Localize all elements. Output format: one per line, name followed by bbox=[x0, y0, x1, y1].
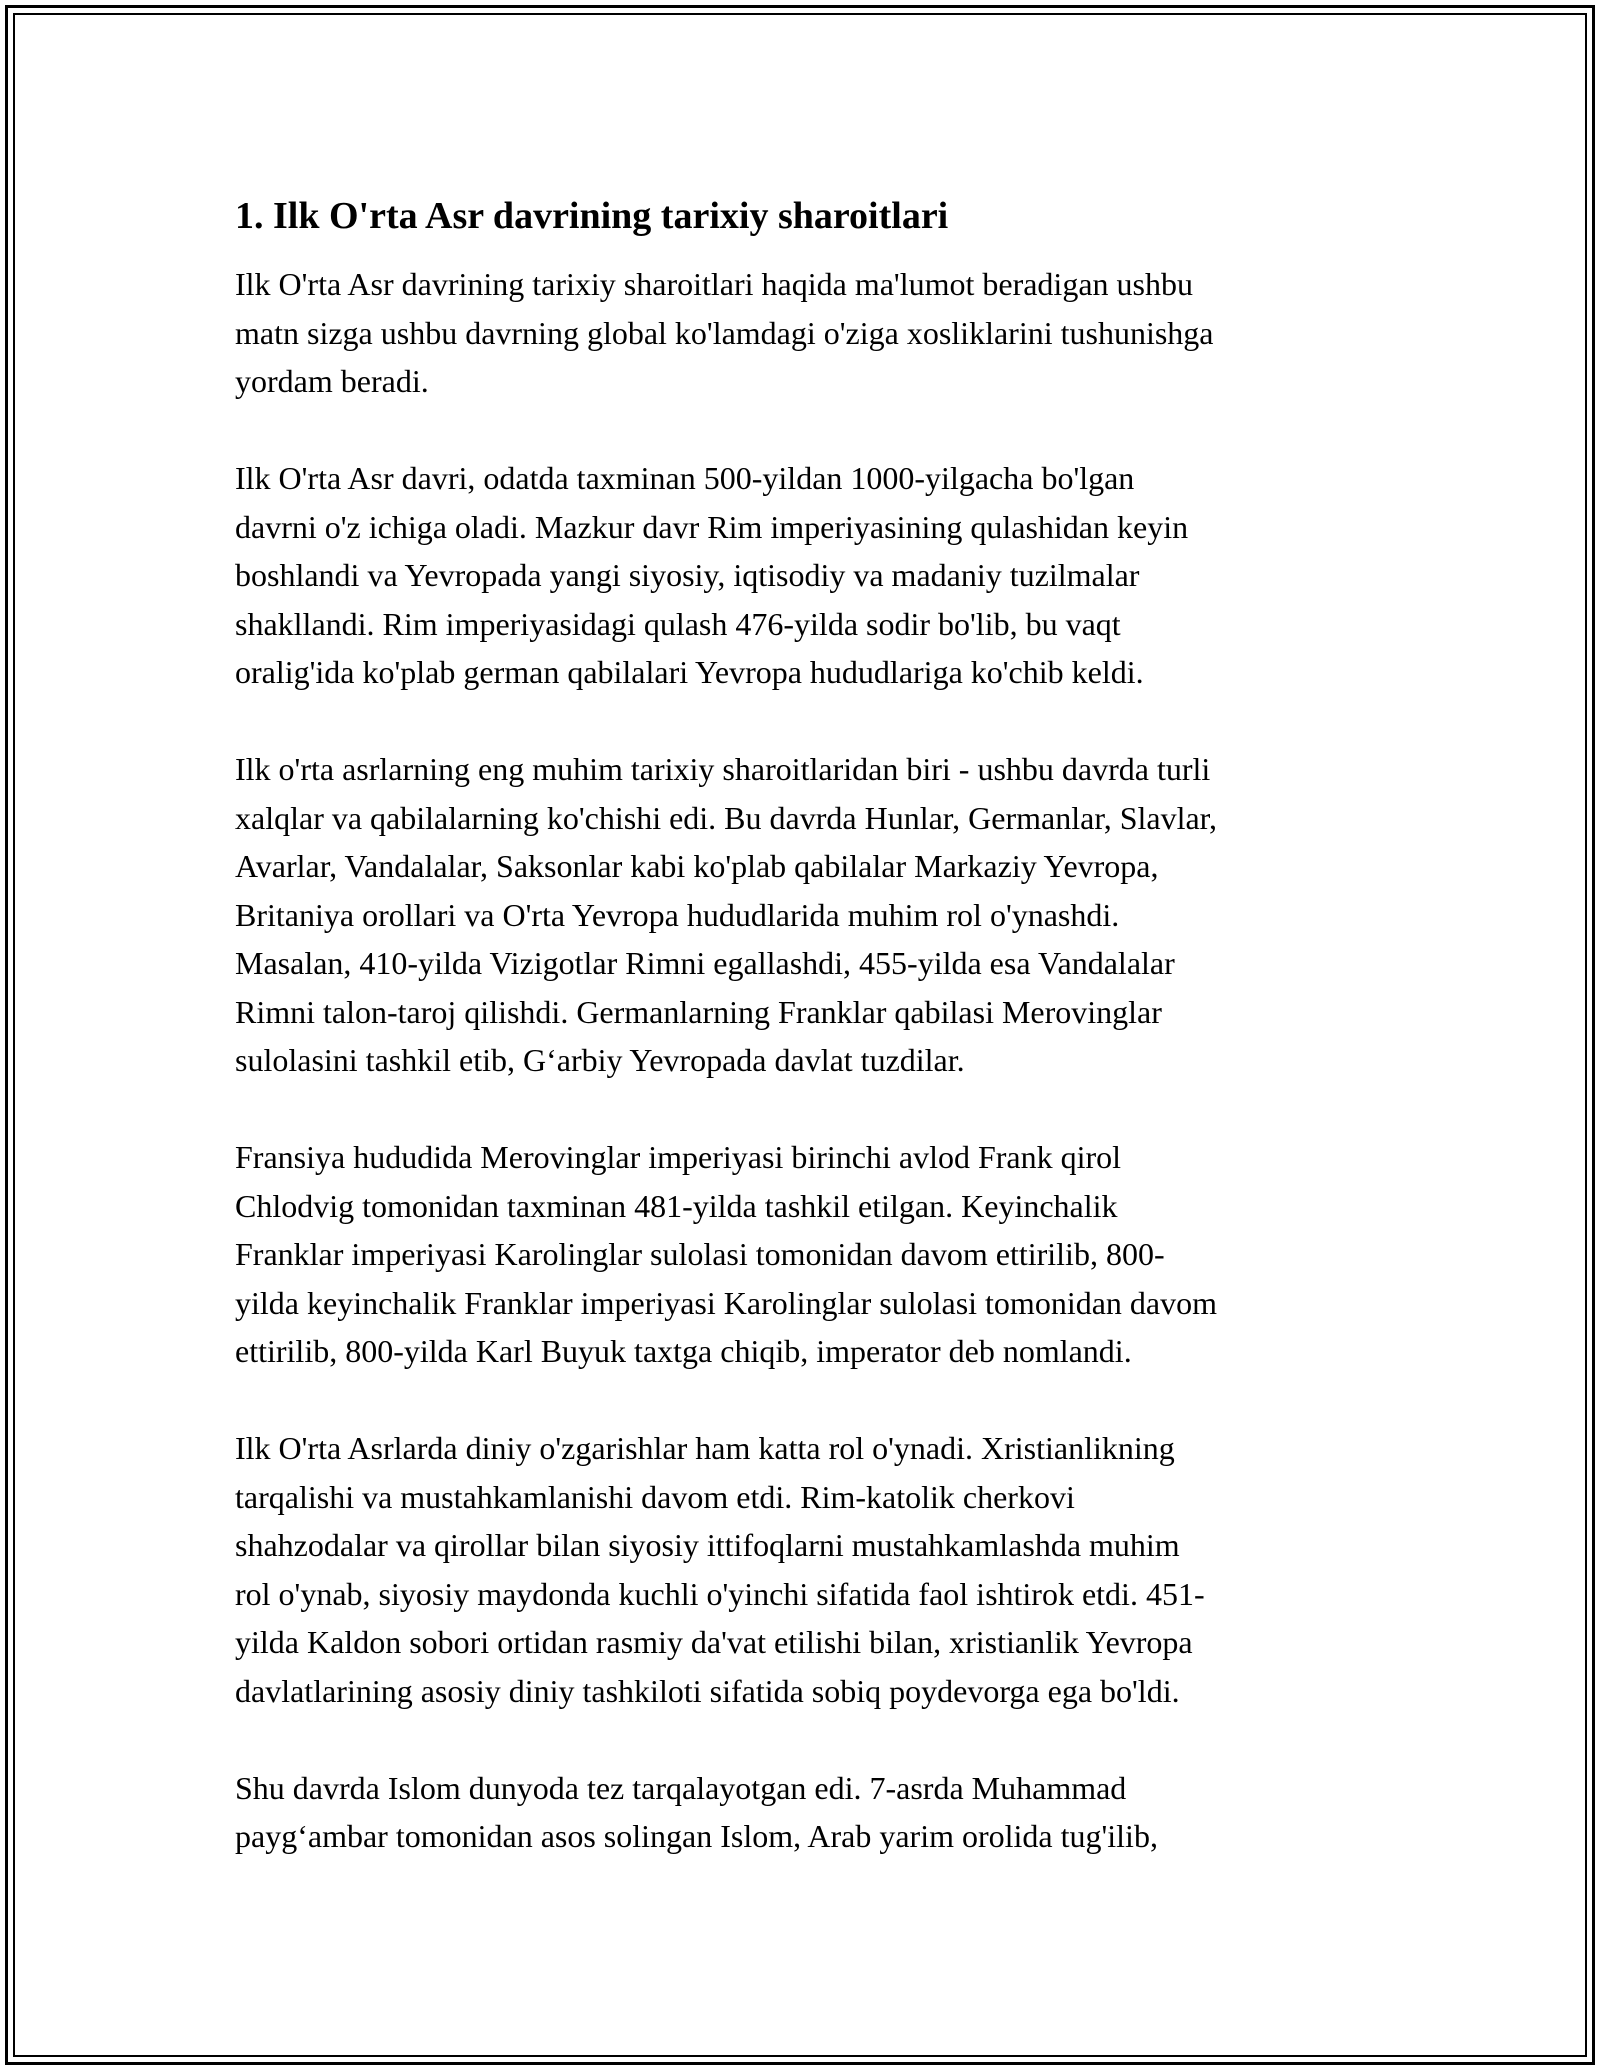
paragraph-merovingians: Fransiya hududida Merovinglar imperiyasi birinchi avlod Frank qirol Chlodvig tomonidan taxminan 481-yilda tashkil etilgan. Keyinchalik Franklar imperiyasi Karolinglar sulolasi tomonidan davom ettirilib, 800- yilda keyinchalik Franklar imperiyasi Karolinglar sulolasi tomonidan davom ettirilib, 800-yilda Karl Buyuk taxtga chiqib, imperator deb nomlandi. bbox=[235, 1139, 1217, 1369]
paragraph-religion: Ilk O'rta Asrlarda diniy o'zgarishlar ham katta rol o'ynadi. Xristianlikning tarqalishi va mustahkamlanishi davom etdi. Rim-katolik cherkovi shahzodalar va qirollar bilan siyosiy ittifoqlarni mustahkamlashda muhim rol o'ynab, siyosiy maydonda kuchli o'yinchi sifatida faol ishtirok etdi. 451- yilda Kaldon sobori ortidan rasmiy da'vat etilishi bilan, xristianlik Yevropa davlatlarining asosiy diniy tashkiloti sifatida sobiq poydevorga ega bo'ldi. bbox=[235, 1430, 1205, 1709]
document-body bbox=[235, 190, 1365, 1909]
paragraph-intro: Ilk O'rta Asr davrining tarixiy sharoitlari haqida ma'lumot beradigan ushbu matn sizga ushbu davrning global ko'lamdagi o'ziga xosliklarini tushunishga yordam beradi. bbox=[235, 266, 1214, 399]
paragraph-islam: Shu davrda Islom dunyoda tez tarqalayotgan edi. 7-asrda Muhammad payg‘ambar tomonidan asos solingan Islom, Arab yarim orolida tug'ilib, bbox=[235, 1769, 1158, 1854]
section-heading: 1. Ilk O'rta Asr davrining tarixiy sharoitlari bbox=[235, 195, 949, 237]
paragraph-migrations: Ilk o'rta asrlarning eng muhim tarixiy sharoitlaridan biri - ushbu davrda turli xalqlar va qabilalarning ko'chishi edi. Bu davrda Hunlar, Germanlar, Slavlar, Avarlar, Vandalalar, Saksonlar kabi ko'plab qabilalar Markaziy Yevropa, Britaniya orollari va O'rta Yevropa hududlarida muhim rol o'ynashdi. Masalan, 410-yilda Vizigotlar Rimni egallashdi, 455-yilda esa Vandalalar Rimni talon-taroj qilishdi. Germanlarning Franklar qabilasi Merovinglar sulolasini tashkil etib, G‘arbiy Yevropada davlat tuzdilar. bbox=[235, 751, 1218, 1078]
paragraph-period-overview: Ilk O'rta Asr davri, odatda taxminan 500-yildan 1000-yilgacha bo'lgan davrni o'z ichiga oladi. Mazkur davr Rim imperiyasining qulashidan keyin boshlandi va Yevropada yangi siyosiy, iqtisodiy va madaniy tuzilmalar shakllandi. Rim imperiyasidagi qulash 476-yilda sodir bo'lib, bu vaqt oralig'ida ko'plab german qabilalari Yevropa hududlariga ko'chib keldi. bbox=[235, 460, 1189, 690]
